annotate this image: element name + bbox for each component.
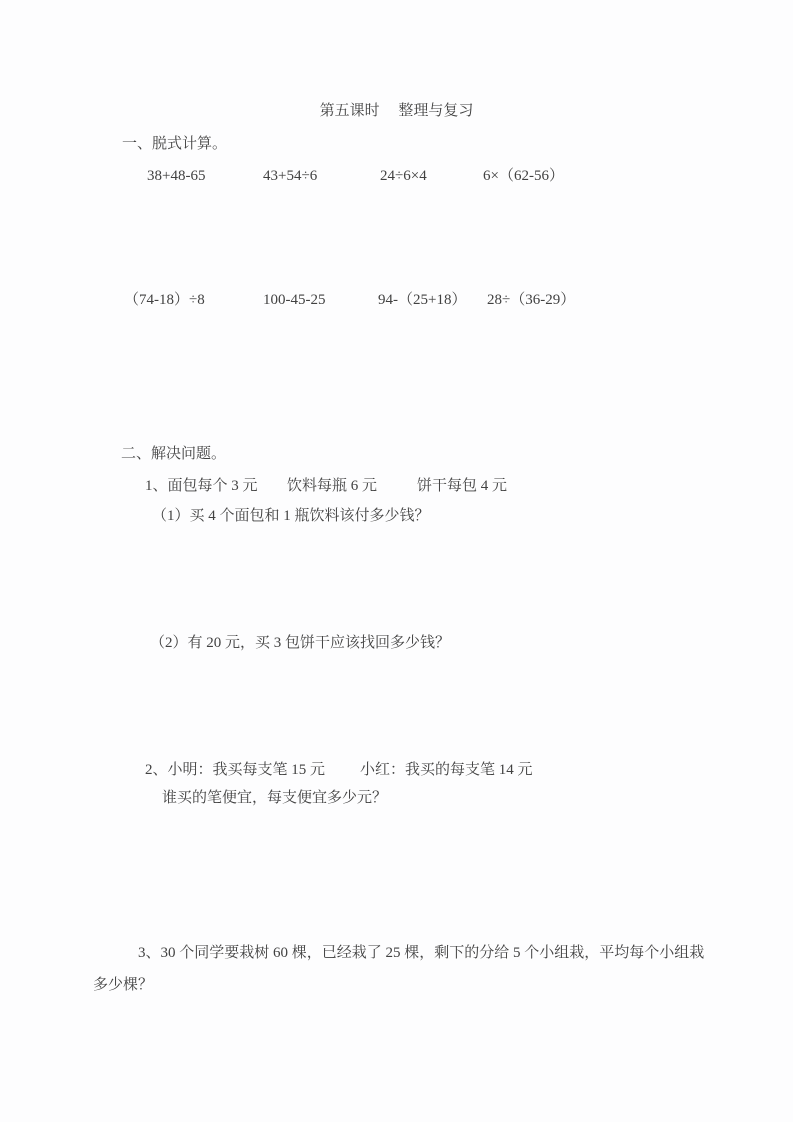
calc-row-2 [0,292,793,309]
problem2-line1 [0,762,793,779]
problem1-question2: （2）有 20 元，买 3 包饼干应该找回多少钱？ [150,635,451,651]
problem1-intro [0,478,793,495]
calc-expression: 24÷6×4 [380,168,427,184]
calc-expression: 38+48-65 [147,168,206,184]
calc-expression: 94-（25+18） [378,292,467,308]
problem1-item-biscuit: 饼干每包 4 元 [417,478,508,494]
calc-expression: （74-18）÷8 [124,292,205,308]
calc-expression: 100-45-25 [263,292,326,308]
worksheet-title: 第五课时 整理与复习 [319,103,474,119]
section1-heading: 一、脱式计算。 [122,136,228,152]
problem2-xiaohong: 小红：我买的每支笔 14 元 [360,762,533,778]
calc-expression: 28÷（36-29） [487,292,576,308]
calc-expression: 6×（62-56） [483,168,564,184]
problem2-question: 谁买的笔便宜，每支便宜多少元？ [162,790,388,806]
problem1-item-drink: 饮料每瓶 6 元 [287,478,378,494]
problem3-line1: 3、30 个同学要栽树 60 棵，已经栽了 25 棵，剩下的分给 5 个小组栽，平均每个小组栽 [138,945,705,961]
problem1-item-bread: 1、面包每个 3 元 [145,478,258,494]
calc-row-1 [0,168,793,185]
calc-expression: 43+54÷6 [263,168,318,184]
problem3-line2: 多少棵？ [93,977,154,993]
section2-heading: 二、解决问题。 [121,446,227,462]
problem1-question1: （1）买 4 个面包和 1 瓶饮料该付多少钱？ [152,508,430,524]
problem2-xiaoming: 2、小明：我买每支笔 15 元 [145,762,326,778]
